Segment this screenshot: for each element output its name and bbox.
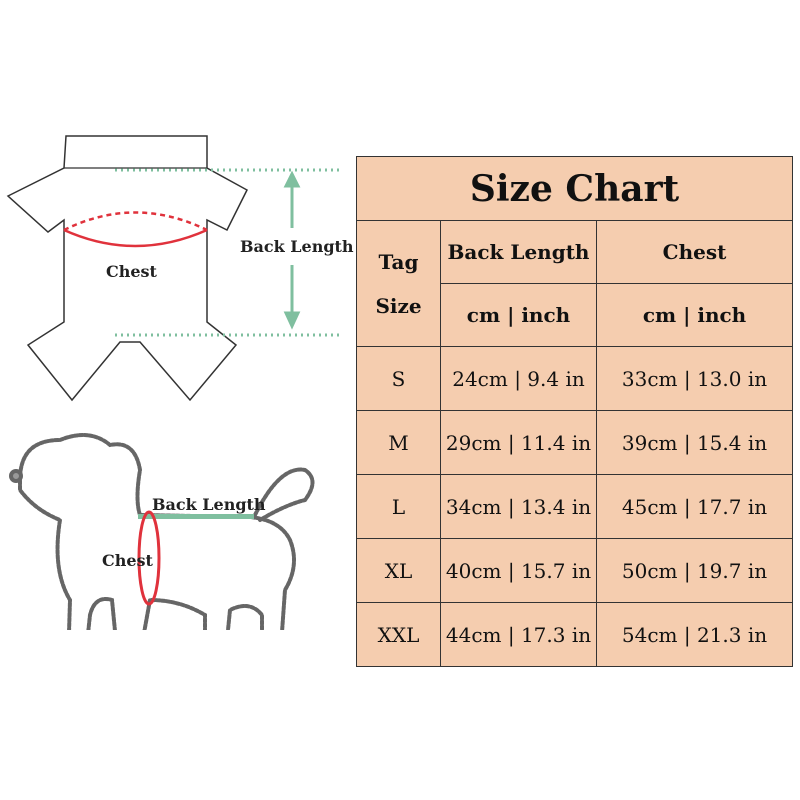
chest-unit-header: cm | inch bbox=[597, 284, 793, 347]
chest-cell: 45cm | 17.7 in bbox=[597, 475, 793, 539]
size-cell: XXL bbox=[357, 603, 441, 667]
dog-outline bbox=[11, 435, 313, 630]
back-length-cell: 40cm | 15.7 in bbox=[441, 539, 597, 603]
tag-size-header bbox=[357, 221, 441, 347]
chest-header: Chest bbox=[597, 221, 793, 284]
garment-diagram bbox=[0, 120, 360, 420]
back-length-cell: 44cm | 17.3 in bbox=[441, 603, 597, 667]
table-row bbox=[357, 603, 793, 667]
size-cell: S bbox=[357, 347, 441, 411]
tag-header-line2: Size bbox=[375, 293, 422, 318]
table-row bbox=[357, 539, 793, 603]
chest-cell: 33cm | 13.0 in bbox=[597, 347, 793, 411]
back-length-header: Back Length bbox=[441, 221, 597, 284]
back-length-cell: 29cm | 11.4 in bbox=[441, 411, 597, 475]
chest-cell: 54cm | 21.3 in bbox=[597, 603, 793, 667]
back-length-cell: 34cm | 13.4 in bbox=[441, 475, 597, 539]
size-chart-title: Size Chart bbox=[357, 157, 793, 221]
chest-cell: 39cm | 15.4 in bbox=[597, 411, 793, 475]
back-length-unit-header: cm | inch bbox=[441, 284, 597, 347]
chest-label: Chest bbox=[106, 262, 157, 281]
dog-back-length-label: Back Length bbox=[152, 495, 266, 514]
tag-header-line1: Tag bbox=[378, 249, 419, 274]
size-cell: M bbox=[357, 411, 441, 475]
chest-cell: 50cm | 19.7 in bbox=[597, 539, 793, 603]
size-cell: L bbox=[357, 475, 441, 539]
dog-diagram bbox=[0, 420, 360, 630]
table-row bbox=[357, 475, 793, 539]
table-row bbox=[357, 347, 793, 411]
dog-chest-label: Chest bbox=[102, 551, 153, 570]
back-length-label: Back Length bbox=[240, 237, 354, 256]
size-cell: XL bbox=[357, 539, 441, 603]
size-chart-table bbox=[356, 156, 793, 667]
table-row bbox=[357, 411, 793, 475]
back-length-cell: 24cm | 9.4 in bbox=[441, 347, 597, 411]
